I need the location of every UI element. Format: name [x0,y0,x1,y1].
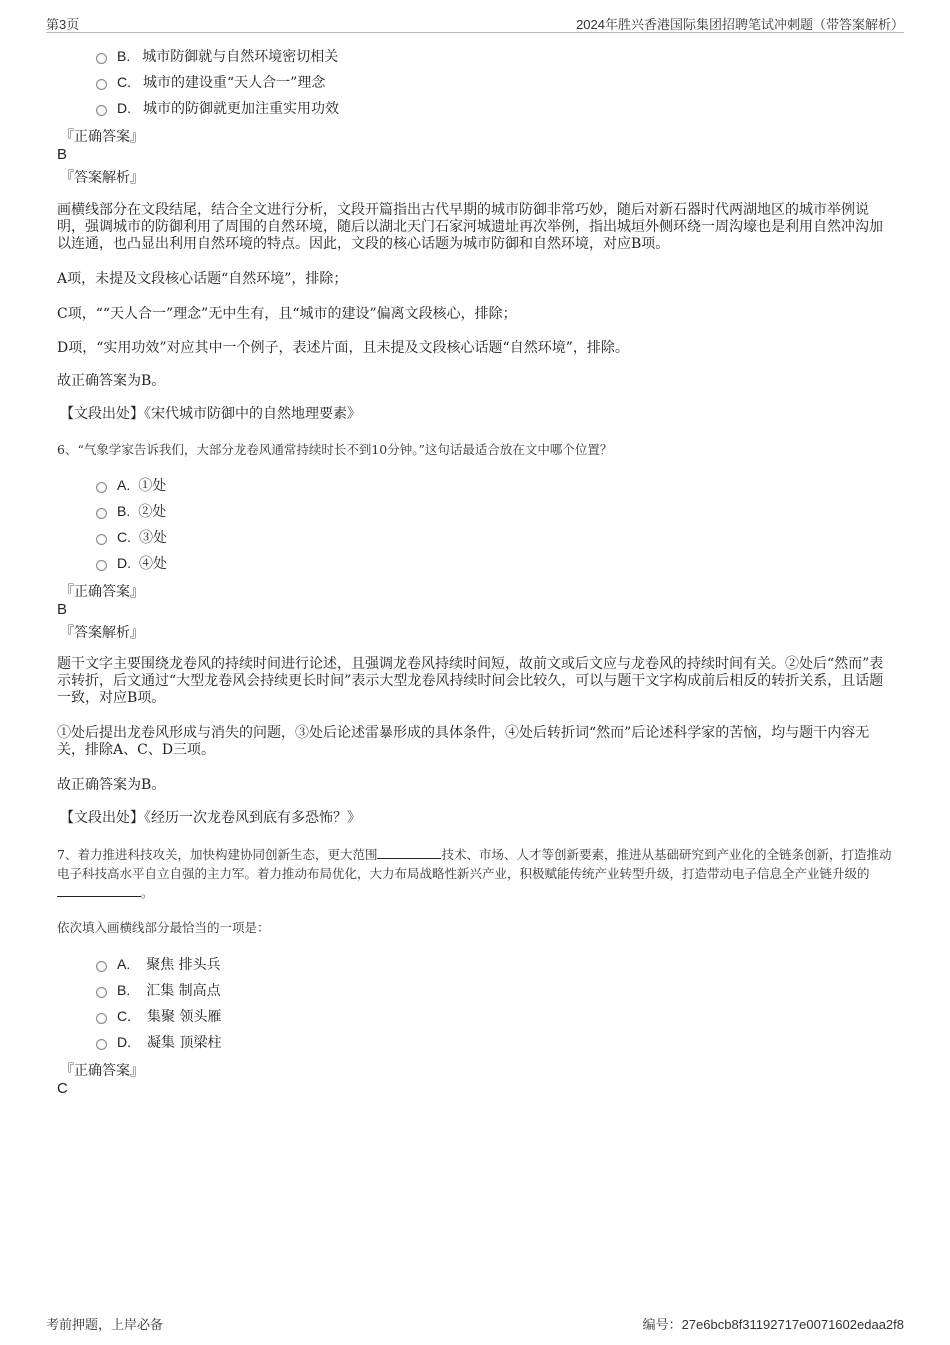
q5-source: 【文段出处】《宋代城市防御中的自然地理要素》 [60,406,361,422]
q6-answer: B [57,601,68,618]
option-letter: B. [117,48,131,64]
q6-analysis-paragraph: 故正确答案为B。 [57,777,166,793]
q5-analysis-tag: 『答案解析』 [60,170,144,186]
option-text: 城市的防御就更加注重实用功效 [143,101,339,117]
option-text: 聚焦 排头兵 [146,957,221,973]
document-title: 2024年胜兴香港国际集团招聘笔试冲刺题（带答案解析） [576,17,904,32]
q5-analysis-paragraph: A项，未提及文段核心话题“自然环境”，排除； [57,271,348,287]
q7-option-d[interactable] [96,1032,221,1052]
page-number: 第3页 [46,17,80,32]
q7-answer: C [57,1080,68,1097]
fill-blank-1 [377,846,441,859]
q5-analysis-paragraph: C项，““天人合一”理念”无中生有，且“城市的建设”偏离文段核心，排除； [57,306,517,322]
option-letter: D. [117,100,131,116]
q5-answer-tag: 『正确答案』 [60,129,144,145]
q7-option-c[interactable] [96,1006,221,1026]
q6-option-b[interactable] [96,501,166,521]
q5-option-b[interactable] [96,46,338,66]
q6-option-d[interactable] [96,553,167,573]
q7-answer-tag: 『正确答案』 [60,1063,144,1079]
q7-question-text: 。 [141,885,154,900]
q7-option-a[interactable] [96,954,221,974]
q5-option-c[interactable] [96,72,325,92]
radio-icon[interactable] [96,1039,107,1050]
option-text: ③处 [139,530,167,546]
option-text: 集聚 领头雁 [147,1009,222,1025]
option-letter: A. [117,477,131,493]
q5-analysis-paragraph: 故正确答案为B。 [57,373,166,389]
option-text: 城市的建设重“天人合一”理念 [143,75,326,91]
radio-icon[interactable] [96,961,107,972]
radio-icon[interactable] [96,79,107,90]
option-text: ②处 [138,504,167,520]
q6-question: 6、“气象学家告诉我们，大部分龙卷风通常持续时长不到10分钟。”这句话最适合放在文中哪个位置？ [57,442,613,457]
option-text: ④处 [139,556,167,572]
radio-icon[interactable] [96,53,107,64]
footer-code: 编号：27e6bcb8f31192717e0071602edaa2f8 [642,1317,904,1332]
q7-question [57,845,893,902]
option-text: ①处 [138,478,167,494]
q6-analysis-tag: 『答案解析』 [60,625,144,641]
header-divider [46,32,904,33]
option-text: 城市防御就与自然环境密切相关 [142,49,339,65]
footer-slogan: 考前押题，上岸必备 [46,1318,164,1333]
q5-analysis-paragraph: D项，“实用功效”对应其中一个例子，表述片面，且未提及文段核心话题“自然环境”，排除。 [57,340,629,356]
radio-icon[interactable] [96,482,107,493]
fill-blank-2 [57,884,141,897]
q6-option-c[interactable] [96,527,167,547]
q7-option-b[interactable] [96,980,221,1000]
radio-icon[interactable] [96,508,107,519]
option-letter: C. [117,74,131,90]
option-letter: D. [117,1034,131,1050]
q7-prompt: 依次填入画横线部分最恰当的一项是： [57,920,270,935]
q5-answer: B [57,146,68,163]
radio-icon[interactable] [96,987,107,998]
radio-icon[interactable] [96,1013,107,1024]
radio-icon[interactable] [96,534,107,545]
q6-answer-tag: 『正确答案』 [60,584,144,600]
option-letter: A. [117,956,131,972]
option-text: 汇集 制高点 [146,983,221,999]
q6-analysis-paragraph: ①处后提出龙卷风形成与消失的问题，③处后论述雷暴形成的具体条件，④处后转折词“然而”后论述科学家的苦恼，均与题干内容无关，排除A、C、D三项。 [57,725,870,758]
option-letter: B. [117,503,131,519]
q6-analysis-paragraph: 题干文字主要围绕龙卷风的持续时间进行论述，且强调龙卷风持续时间短，故前文或后文应与龙卷风的持续时间有关。②处后“然而”表示转折，后文通过“大型龙卷风会持续更长时间”表示大型龙卷风持续时间会比较久，可以与题干文字构成前后相反的转折关系，且话题一致，对应B项。 [57,656,884,706]
option-letter: C. [117,1008,131,1024]
q6-option-a[interactable] [96,475,166,495]
q5-option-d[interactable] [96,98,339,118]
option-letter: B. [117,982,131,998]
q6-source: 【文段出处】《经历一次龙卷风到底有多恐怖？》 [60,810,361,826]
q5-analysis-paragraph: 画横线部分在文段结尾，结合全文进行分析，文段开篇指出古代早期的城市防御非常巧妙，随后对新石器时代两湖地区的城市举例说明，强调城市的防御利用了周围的自然环境，随后以湖北天门石家河城遗址再次举例，指出城垣外侧环绕一周沟壕也是利用自然冲沟加以连通，也凸显出利用自然环境的特点。因此，文段的核心话题为城市防御和自然环境，对应B项。 [57,202,883,252]
radio-icon[interactable] [96,105,107,116]
q7-question-text: 技术、市场、人才等创新要素，推进从基础研究到产业化的全链条创新，打造推动电子科技高水平自立自强的主力军。着力推动布局优化，大力布局战略性新兴产业，积极赋能传统产业转型升级，打造带动电子信息全产业链升级的 [57,847,892,881]
option-letter: D. [117,555,131,571]
option-text: 凝集 顶梁柱 [147,1035,222,1051]
option-letter: C. [117,529,131,545]
radio-icon[interactable] [96,560,107,571]
q7-question-text: 7、着力推进科技攻关，加快构建协同创新生态，更大范围 [57,847,378,862]
